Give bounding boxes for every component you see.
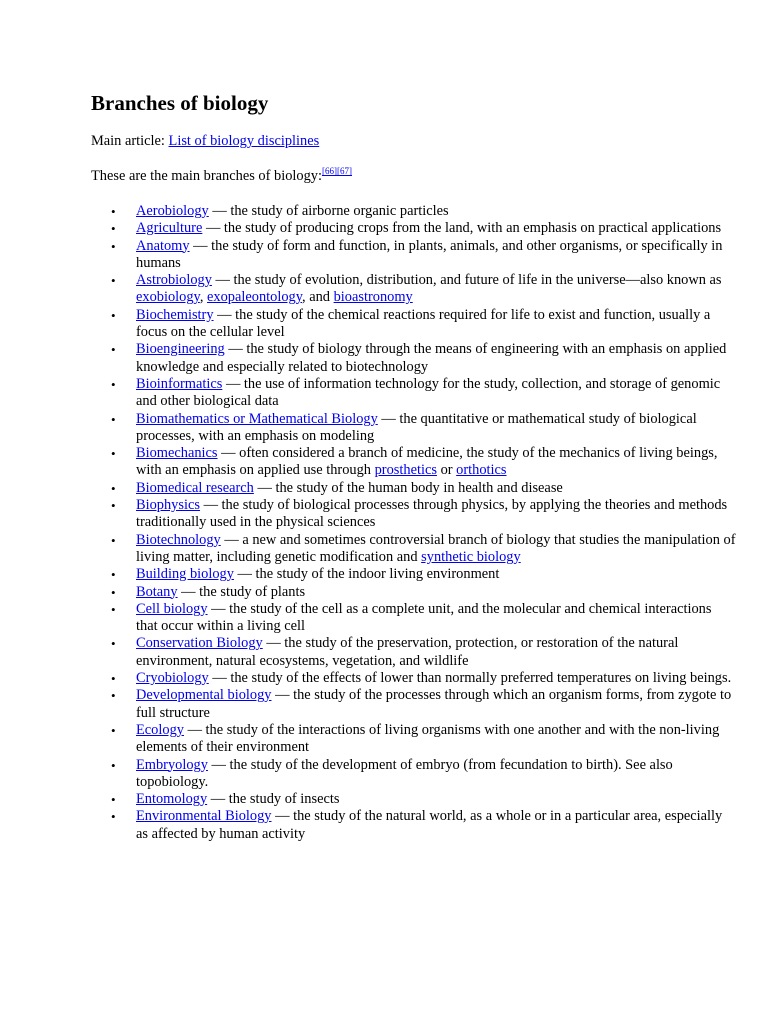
list-item xyxy=(136,203,736,220)
list-item xyxy=(136,220,736,237)
branch-link[interactable]: Developmental biology xyxy=(136,687,272,704)
branch-description: — a new and sometimes controversial branch of biology that studies the manipulation of living matter, including genetic modification and xyxy=(136,531,736,565)
branch-description: — the study of the development of embryo (from fecundation to birth). See also topobiology. xyxy=(136,756,673,790)
branch-link[interactable]: Embryology xyxy=(136,756,208,773)
list-item xyxy=(136,791,736,808)
reference-marks xyxy=(322,166,352,176)
related-link[interactable]: exopaleontology xyxy=(207,289,303,306)
branch-description: — the study of the interactions of living organisms with one another and with the non-living elements of their environment xyxy=(136,721,720,756)
list-item xyxy=(136,584,736,601)
separator-text: , and xyxy=(302,289,334,306)
separator-text: , xyxy=(199,289,208,306)
branch-description: — the study of form and function, in plants, animals, and other organisms, or specifically in humans xyxy=(136,237,723,271)
branch-link[interactable]: Astrobiology xyxy=(136,272,212,289)
list-item xyxy=(136,670,736,687)
list-item xyxy=(136,445,736,480)
branches-list xyxy=(91,203,736,843)
branch-description: — the quantitative or mathematical study of biological processes, with an emphasis on modeling xyxy=(136,410,697,444)
branch-link[interactable]: Conservation Biology xyxy=(136,635,263,652)
branch-link[interactable]: Environmental Biology xyxy=(136,808,272,825)
branch-link[interactable]: Building biology xyxy=(136,566,234,583)
branch-link[interactable]: Biomedical research xyxy=(136,479,254,496)
branch-link[interactable]: Biochemistry xyxy=(136,306,214,323)
separator-text: or xyxy=(436,462,457,479)
related-link[interactable]: synthetic biology xyxy=(421,548,521,565)
branch-description: — the study of the chemical reactions required for life to exist and function, usually a focus on the cellular level xyxy=(136,306,711,341)
branch-link[interactable]: Botany xyxy=(136,583,178,600)
list-item xyxy=(136,411,736,446)
list-item xyxy=(136,722,736,757)
branch-link[interactable]: Cryobiology xyxy=(136,670,209,687)
branch-description: — the study of biological processes through physics, by applying the theories and methods traditionally used in the physical sciences xyxy=(136,497,728,531)
main-article-link[interactable]: List of biology disciplines xyxy=(168,133,320,149)
branch-description: — the study of plants xyxy=(177,583,306,600)
branch-link[interactable]: Bioinformatics xyxy=(136,375,223,392)
branch-link[interactable]: Agriculture xyxy=(136,220,203,237)
branch-link[interactable]: Biotechnology xyxy=(136,531,221,548)
list-item xyxy=(136,480,736,497)
branch-link[interactable]: Entomology xyxy=(136,791,208,808)
list-item xyxy=(136,341,736,376)
intro-text xyxy=(91,168,352,185)
related-link[interactable]: exobiology xyxy=(136,289,200,306)
list-item xyxy=(136,238,736,273)
list-item xyxy=(136,566,736,583)
branch-link[interactable]: Bioengineering xyxy=(136,341,225,358)
related-link[interactable]: prosthetics xyxy=(374,462,437,479)
list-item xyxy=(136,532,736,567)
list-item xyxy=(136,307,736,342)
reference-link-66[interactable]: [66] xyxy=(321,166,337,176)
branch-description: — the study of the indoor living environment xyxy=(233,566,500,583)
branch-description: — the use of information technology for the study, collection, and storage of genomic and other biological data xyxy=(136,375,721,410)
branch-link[interactable]: Anatomy xyxy=(136,237,190,254)
branch-description: — the study of the preservation, protection, or restoration of the natural environment, natural ecosystems, vegetation, and wildlife xyxy=(136,635,679,669)
branch-link[interactable]: Ecology xyxy=(136,721,184,738)
list-item xyxy=(136,635,736,670)
list-item xyxy=(136,687,736,722)
reference-link-67[interactable]: [67] xyxy=(336,166,352,176)
list-item xyxy=(136,497,736,532)
branch-description: — the study of biology through the means of engineering with an emphasis on applied knowledge and especially related to biotechnology xyxy=(136,341,727,375)
branch-link[interactable]: Biophysics xyxy=(136,497,200,514)
branch-link[interactable]: Biomathematics or Mathematical Biology xyxy=(136,410,378,427)
branch-description: — the study of insects xyxy=(207,791,340,808)
main-article-note xyxy=(91,133,319,150)
branch-description: — the study of the processes through which an organism forms, from zygote to full structure xyxy=(136,687,732,721)
branch-description: — the study of evolution, distribution, and future of life in the universe—also known as xyxy=(211,272,722,289)
branch-description: — the study of the human body in health and disease xyxy=(253,479,563,496)
branch-description: — the study of airborne organic particles xyxy=(208,203,449,219)
branch-description: — the study of the effects of lower than normally preferred temperatures on living beings. xyxy=(208,670,732,687)
branch-description: — the study of the cell as a complete unit, and the molecular and chemical interactions that occur within a living cell xyxy=(136,600,712,635)
list-item xyxy=(136,601,736,636)
list-item xyxy=(136,808,736,843)
branch-link[interactable]: Aerobiology xyxy=(136,203,209,219)
branch-description: — often considered a branch of medicine, the study of the mechanics of living beings, with an emphasis on applied use through xyxy=(136,445,718,479)
list-item xyxy=(136,376,736,411)
related-link[interactable]: bioastronomy xyxy=(333,289,413,306)
branch-description: — the study of producing crops from the land, with an emphasis on practical applications xyxy=(202,220,722,237)
list-item xyxy=(136,757,736,792)
main-article-prefix: Main article: xyxy=(91,133,169,149)
list-item xyxy=(136,272,736,307)
related-link[interactable]: orthotics xyxy=(456,462,507,479)
branch-description: — the study of the natural world, as a whole or in a particular area, especially as affected by human activity xyxy=(136,808,723,842)
branch-link[interactable]: Cell biology xyxy=(136,600,208,617)
intro-sentence: These are the main branches of biology: xyxy=(91,168,322,184)
page-title: Branches of biology xyxy=(91,91,269,115)
branch-link[interactable]: Biomechanics xyxy=(136,445,218,462)
